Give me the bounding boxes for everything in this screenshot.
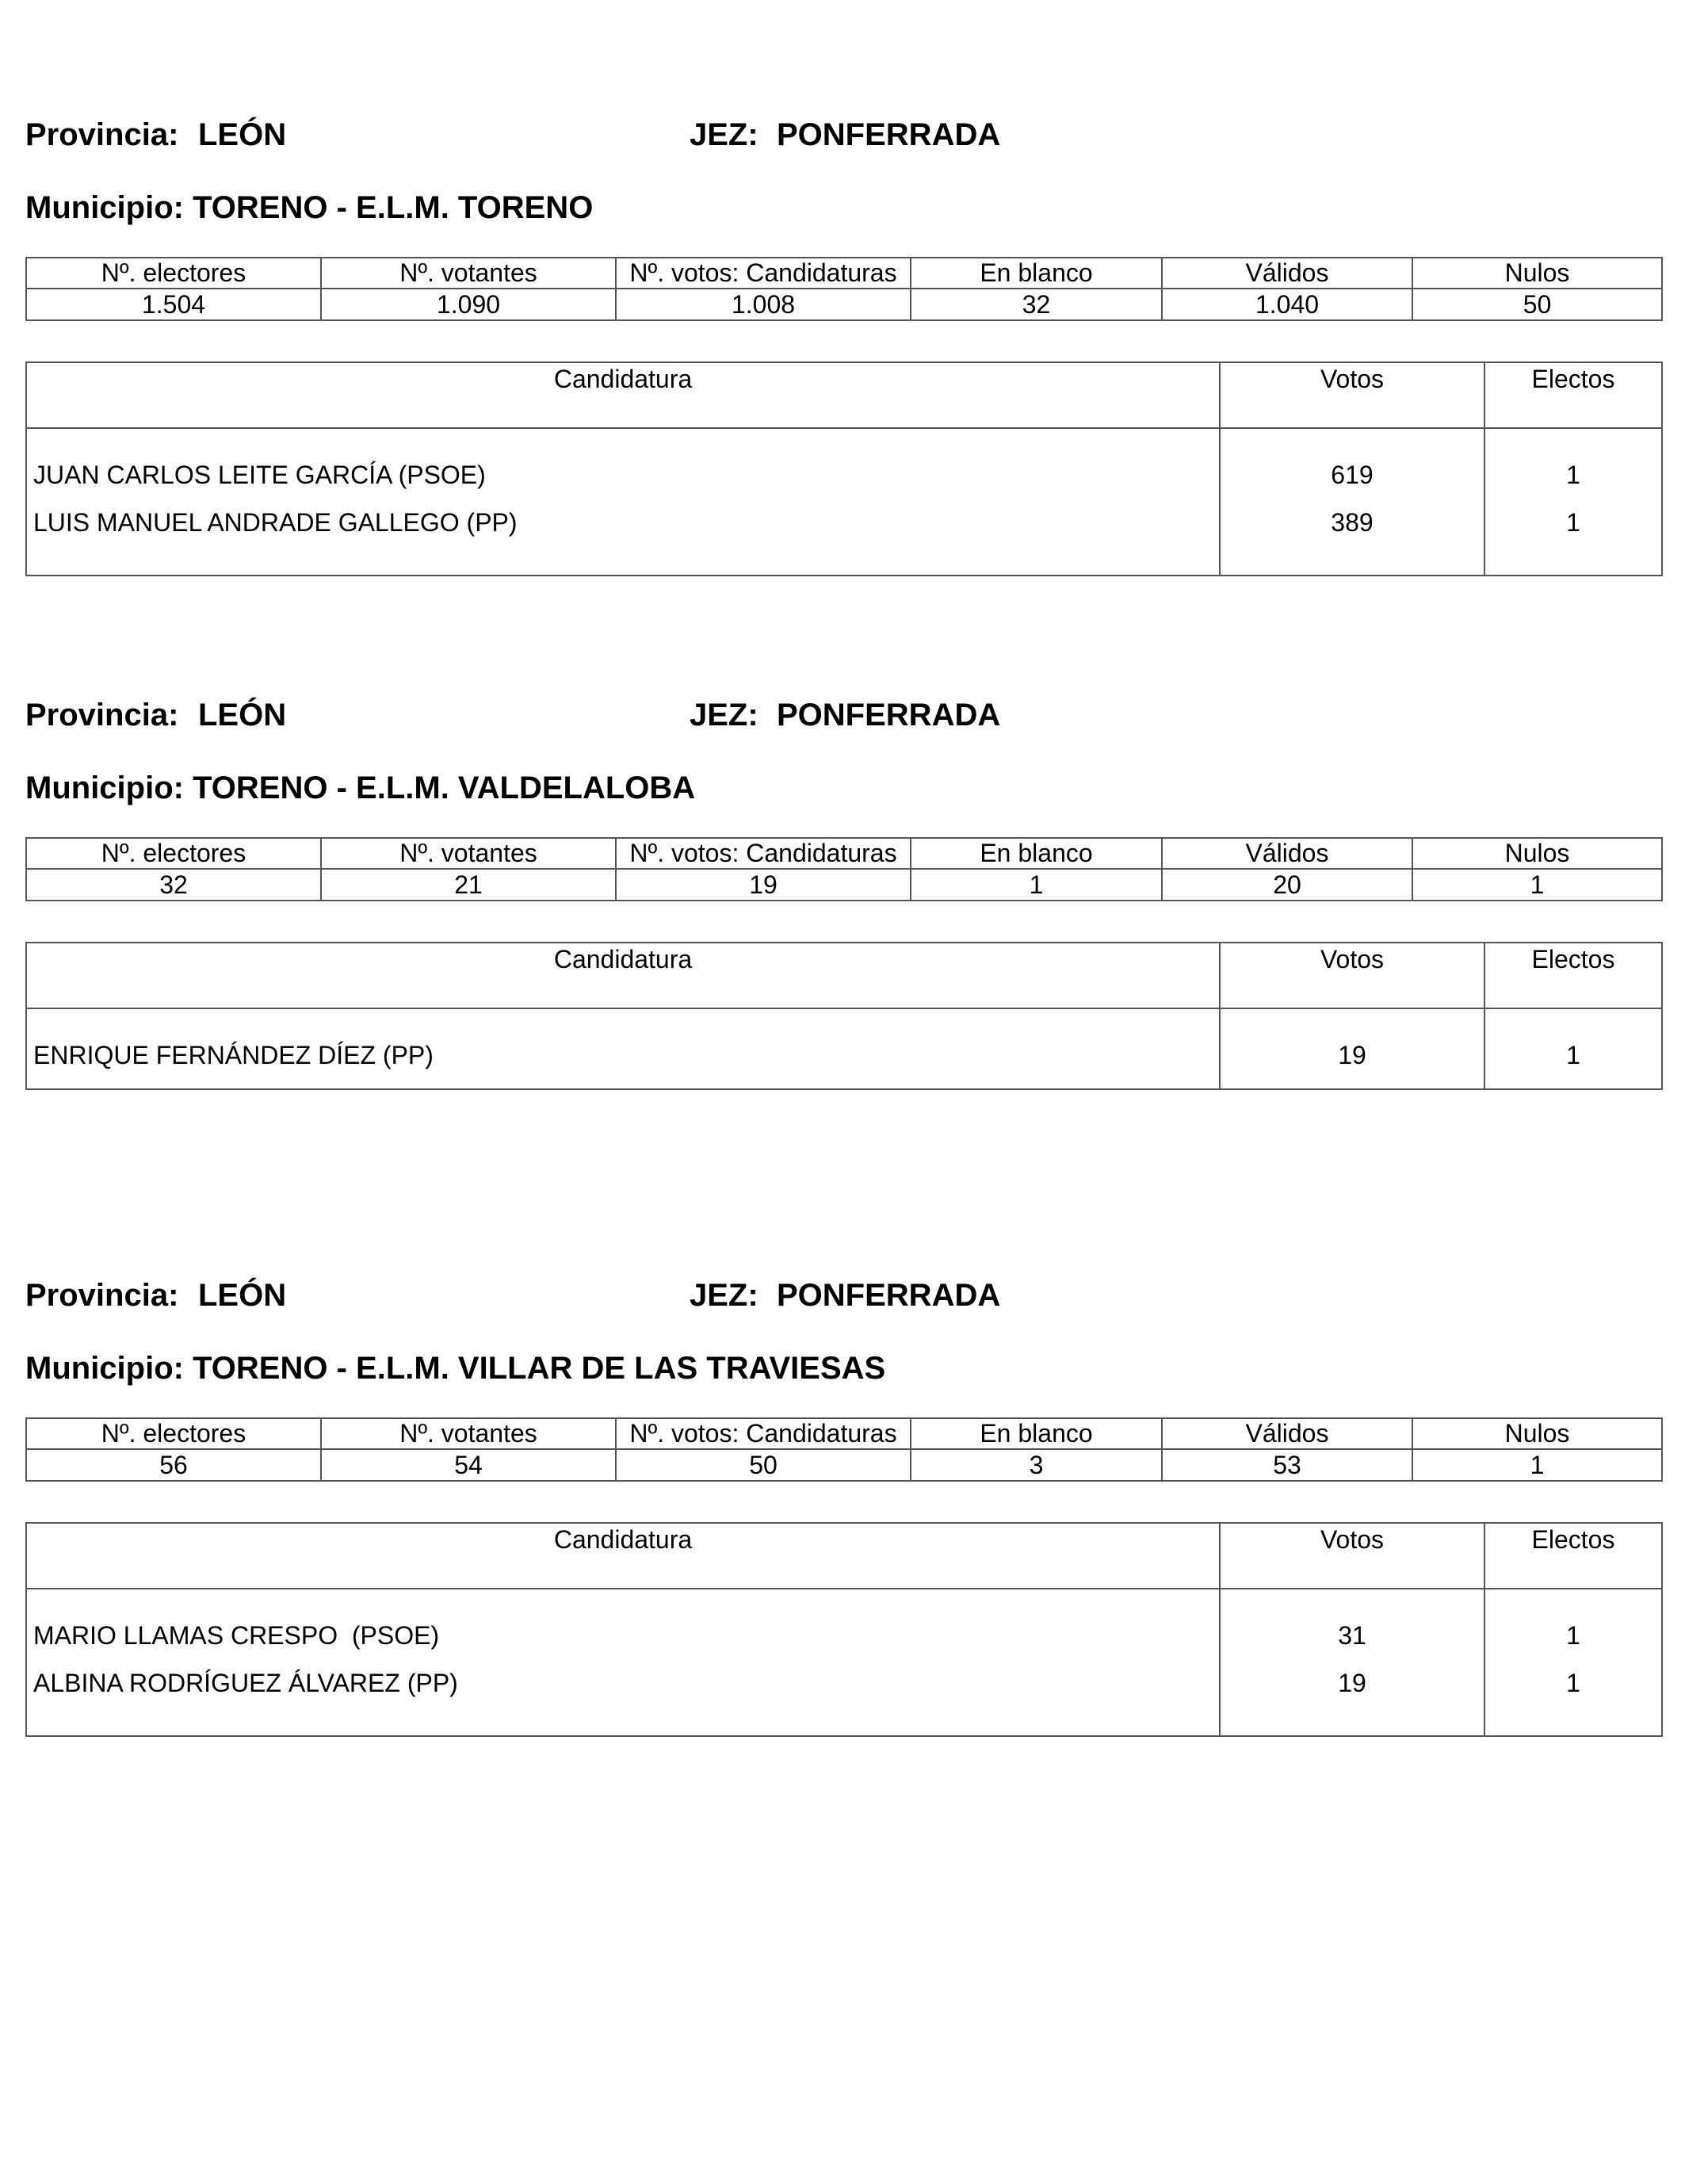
- stats-value-cell: 1.008: [616, 289, 911, 320]
- stats-value-cell: 50: [616, 1449, 911, 1481]
- candidate-electos: 1: [1484, 1669, 1662, 1736]
- jez-value: PONFERRADA: [777, 698, 1001, 732]
- stats-header-row: [26, 1418, 1662, 1449]
- stats-table: [25, 837, 1663, 901]
- stats-value-cell: 54: [321, 1449, 616, 1481]
- candidates-table: [25, 942, 1663, 1090]
- municipio-value: TORENO - E.L.M. TORENO: [193, 190, 594, 225]
- municipio-value: TORENO - E.L.M. VALDELALOBA: [193, 771, 696, 805]
- candidates-header-row: [26, 1523, 1662, 1589]
- votos-header: Votos: [1220, 943, 1484, 1008]
- stats-header-cell: Nulos: [1412, 1418, 1662, 1449]
- stats-header-cell: Válidos: [1162, 838, 1412, 869]
- stats-value-cell: 53: [1162, 1449, 1412, 1481]
- candidate-name: JUAN CARLOS LEITE GARCÍA (PSOE): [26, 428, 1220, 508]
- stats-value-cell: 21: [321, 869, 616, 901]
- candidate-electos: 1: [1484, 1008, 1662, 1089]
- provincia-value: LEÓN: [198, 117, 287, 152]
- candidate-votos: 19: [1220, 1669, 1484, 1736]
- provincia-label: Provincia:: [25, 117, 179, 152]
- candidate-row: [26, 508, 1662, 576]
- candidate-name: LUIS MANUEL ANDRADE GALLEGO (PP): [26, 508, 1220, 576]
- candidate-name: ALBINA RODRÍGUEZ ÁLVAREZ (PP): [26, 1669, 1220, 1736]
- candidate-votos: 31: [1220, 1589, 1484, 1669]
- section-villar-de-las-traviesas: [25, 1278, 1661, 1722]
- stats-header-cell: Nº. electores: [26, 1418, 321, 1449]
- stats-table: [25, 257, 1663, 321]
- stats-value-cell: 1.040: [1162, 289, 1412, 320]
- stats-header-cell: Válidos: [1162, 1418, 1412, 1449]
- stats-header-cell: Nº. votantes: [321, 1418, 616, 1449]
- candidate-row: [26, 1008, 1662, 1089]
- stats-header-row: [26, 258, 1662, 289]
- electos-header: Electos: [1484, 362, 1662, 428]
- stats-value-cell: 1: [911, 869, 1162, 901]
- stats-value-cell: 1: [1412, 1449, 1662, 1481]
- municipio-heading: [25, 772, 695, 804]
- candidates-table: [25, 1522, 1663, 1737]
- candidate-electos: 1: [1484, 508, 1662, 576]
- provincia-value: LEÓN: [198, 698, 287, 732]
- stats-table: [25, 1417, 1663, 1482]
- stats-header-row: [26, 838, 1662, 869]
- candidates-header-row: [26, 362, 1662, 428]
- candidate-votos: 619: [1220, 428, 1484, 508]
- municipio-heading: [25, 192, 593, 224]
- stats-header-cell: En blanco: [911, 258, 1162, 289]
- municipio-label: Municipio:: [25, 771, 184, 805]
- stats-header-cell: Válidos: [1162, 258, 1412, 289]
- jez-label: JEZ:: [690, 698, 758, 732]
- provincia-label: Provincia:: [25, 1278, 179, 1313]
- stats-header-cell: Nº. votos: Candidaturas: [616, 838, 911, 869]
- electos-header: Electos: [1484, 1523, 1662, 1589]
- candidate-name: MARIO LLAMAS CRESPO (PSOE): [26, 1589, 1220, 1669]
- stats-value-cell: 3: [911, 1449, 1162, 1481]
- stats-value-cell: 32: [26, 869, 321, 901]
- jez-value: PONFERRADA: [777, 1278, 1001, 1313]
- jez-value: PONFERRADA: [777, 117, 1001, 152]
- stats-value-cell: 1: [1412, 869, 1662, 901]
- stats-header-cell: Nº. votantes: [321, 838, 616, 869]
- stats-header-cell: Nº. votos: Candidaturas: [616, 1418, 911, 1449]
- municipio-heading: [25, 1352, 885, 1384]
- stats-value-cell: 20: [1162, 869, 1412, 901]
- stats-value-cell: 56: [26, 1449, 321, 1481]
- candidate-row: [26, 1589, 1662, 1669]
- candidate-electos: 1: [1484, 1589, 1662, 1669]
- stats-header-cell: Nulos: [1412, 258, 1662, 289]
- candidate-row: [26, 428, 1662, 508]
- candidate-electos: 1: [1484, 428, 1662, 508]
- stats-header-cell: Nº. votos: Candidaturas: [616, 258, 911, 289]
- candidate-name: ENRIQUE FERNÁNDEZ DÍEZ (PP): [26, 1008, 1220, 1089]
- votos-header: Votos: [1220, 1523, 1484, 1589]
- candidates-header-row: [26, 943, 1662, 1008]
- stats-header-cell: En blanco: [911, 1418, 1162, 1449]
- votos-header: Votos: [1220, 362, 1484, 428]
- stats-header-cell: En blanco: [911, 838, 1162, 869]
- stats-header-cell: Nº. electores: [26, 838, 321, 869]
- candidatura-header: Candidatura: [26, 362, 1220, 428]
- stats-value-row: [26, 1449, 1662, 1481]
- stats-value-cell: 1.504: [26, 289, 321, 320]
- stats-value-cell: 50: [1412, 289, 1662, 320]
- stats-header-cell: Nulos: [1412, 838, 1662, 869]
- candidates-table: [25, 361, 1663, 576]
- municipio-label: Municipio:: [25, 190, 184, 225]
- stats-header-cell: Nº. electores: [26, 258, 321, 289]
- stats-value-row: [26, 869, 1662, 901]
- candidatura-header: Candidatura: [26, 1523, 1220, 1589]
- stats-header-cell: Nº. votantes: [321, 258, 616, 289]
- municipio-label: Municipio:: [25, 1351, 184, 1386]
- electos-header: Electos: [1484, 943, 1662, 1008]
- section-toreno: [25, 117, 1661, 561]
- municipio-value: TORENO - E.L.M. VILLAR DE LAS TRAVIESAS: [193, 1351, 886, 1386]
- stats-value-row: [26, 289, 1662, 320]
- stats-value-cell: 1.090: [321, 289, 616, 320]
- candidate-votos: 19: [1220, 1008, 1484, 1089]
- section-valdelaloba: [25, 698, 1661, 1078]
- stats-value-cell: 19: [616, 869, 911, 901]
- jez-label: JEZ:: [690, 117, 758, 152]
- candidate-row: [26, 1669, 1662, 1736]
- jez-label: JEZ:: [690, 1278, 758, 1313]
- provincia-value: LEÓN: [198, 1278, 287, 1313]
- stats-value-cell: 32: [911, 289, 1162, 320]
- candidatura-header: Candidatura: [26, 943, 1220, 1008]
- provincia-label: Provincia:: [25, 698, 179, 732]
- candidate-votos: 389: [1220, 508, 1484, 576]
